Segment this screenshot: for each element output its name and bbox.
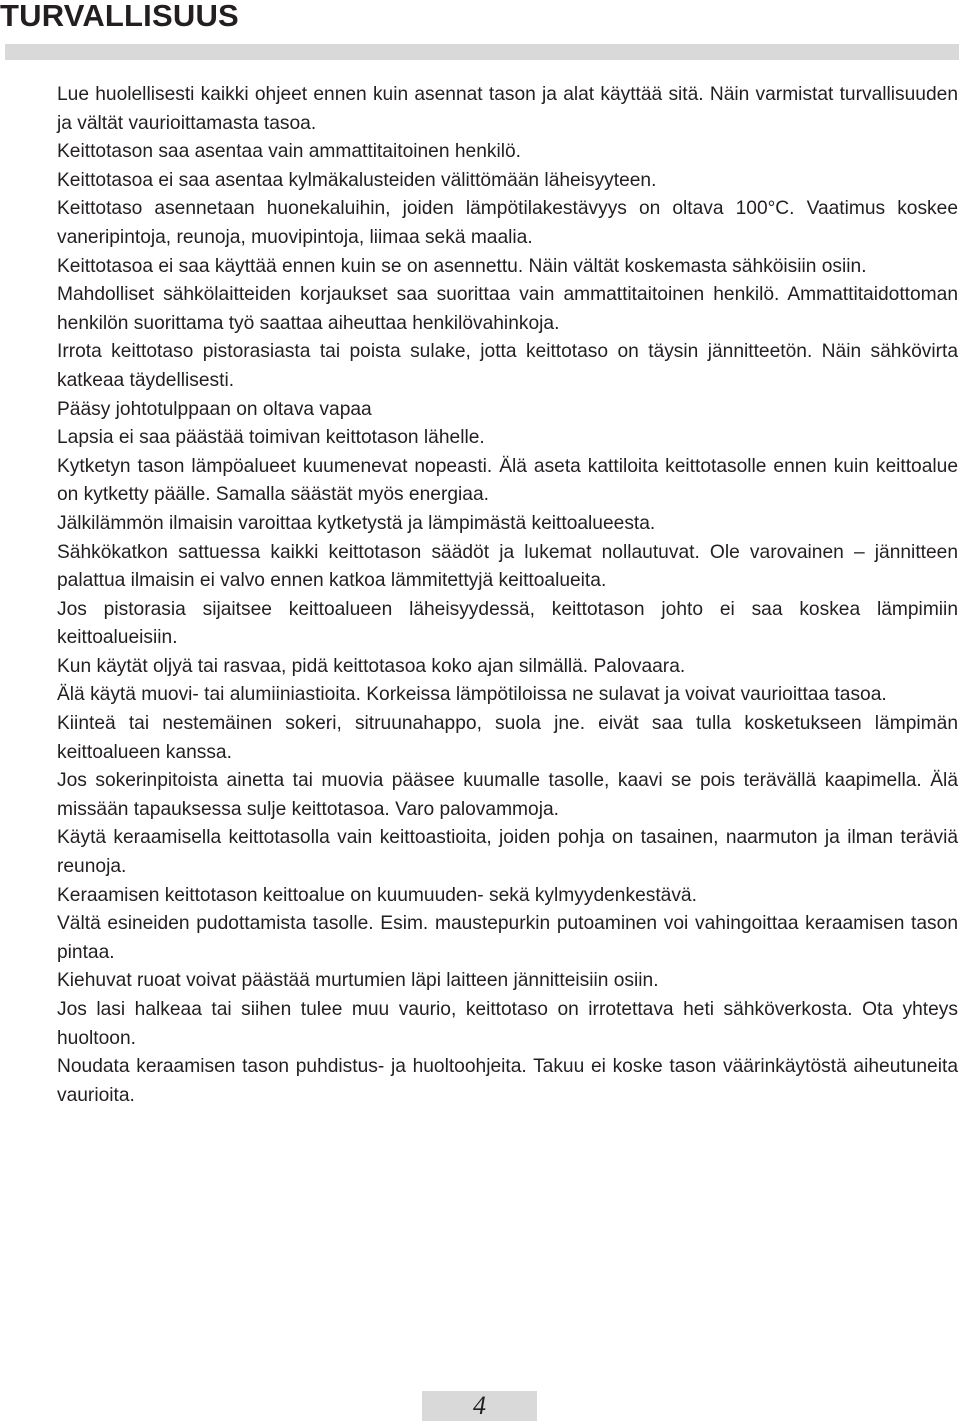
instruction-paragraph: Keittotasoa ei saa asentaa kylmäkalusteiden välittömään läheisyyteen. bbox=[57, 169, 657, 191]
page-number: 4 bbox=[473, 1391, 486, 1420]
instruction-paragraph: Lue huolellisesti kaikki ohjeet ennen kuin asennat tason ja alat käyttää sitä. Näin varmistat turvallisuuden ja vältät vaurioittamasta tasoa. bbox=[57, 84, 958, 134]
instruction-paragraph: Keittotasoa ei saa käyttää ennen kuin se on asennettu. Näin vältät koskemasta sähköisiin osiin. bbox=[57, 255, 867, 277]
instruction-paragraph: Jos lasi halkeaa tai siihen tulee muu vaurio, keittotaso on irrotettava heti sähköverkosta. Ota yhteys huoltoon. bbox=[57, 999, 958, 1049]
page-title: TURVALLISUUS bbox=[0, 0, 239, 33]
instruction-paragraph: Jos pistorasia sijaitsee keittoalueen läheisyydessä, keittotason johto ei saa koskea lämpimiin keittoalueisiin. bbox=[57, 598, 958, 649]
instruction-paragraph: Pääsy johtotulppaan on oltava vapaa bbox=[57, 398, 372, 420]
instruction-paragraph: Keraamisen keittotason keittoalue on kuumuuden- sekä kylmyydenkestävä. bbox=[57, 884, 697, 906]
instruction-paragraph: Kun käytät oljyä tai rasvaa, pidä keittotasoa koko ajan silmällä. Palovaara. bbox=[57, 655, 686, 677]
instruction-paragraph: Irrota keittotaso pistorasiasta tai poista sulake, jotta keittotaso on täysin jännitteetön. Näin sähkövirta katkeaa täydellisesti. bbox=[57, 341, 958, 391]
instruction-paragraph: Kiehuvat ruoat voivat päästää murtumien läpi laitteen jännitteisiin osiin. bbox=[57, 970, 659, 992]
instruction-paragraph: Jos sokerinpitoista ainetta tai muovia pääsee kuumalle tasolle, kaavi se pois terävällä kaapimella. Älä missään tapauksessa sulje keittotasoa. Varo palovammoja. bbox=[57, 770, 958, 820]
instruction-paragraph: Keittotaso asennetaan huonekaluihin, joiden lämpötilakestävyys on oltava 100°C. Vaatimus koskee vaneripintoja, reunoja, muovipintoja, liimaa sekä maalia. bbox=[57, 198, 958, 248]
page-number-box bbox=[422, 1391, 537, 1421]
instruction-paragraph: Käytä keraamisella keittotasolla vain keittoastioita, joiden pohja on tasainen, naarmuton ja ilman teräviä reunoja. bbox=[57, 827, 958, 878]
instruction-paragraph: Vältä esineiden pudottamista tasolle. Esim. maustepurkin putoaminen voi vahingoittaa keraamisen tason pintaa. bbox=[57, 913, 958, 963]
instruction-paragraph: Kytketyn tason lämpöalueet kuumenevat nopeasti. Älä aseta kattiloita keittotasolle ennen kuin keittoalue on kytketty päälle. Samalla säästät myös energiaa. bbox=[57, 455, 958, 506]
title-underline-bar bbox=[5, 44, 959, 60]
safety-instructions bbox=[57, 81, 958, 1110]
instruction-paragraph: Jälkilämmön ilmaisin varoittaa kytketystä ja lämpimästä keittoalueesta. bbox=[57, 512, 656, 534]
instruction-paragraph: Sähkökatkon sattuessa kaikki keittotason säädöt ja lukemat nollautuvat. Ole varovainen – jännitteen palattua ilmaisin ei valvo ennen katkoa lämmitettyjä keittoalueita. bbox=[57, 541, 958, 592]
instruction-paragraph: Lapsia ei saa päästää toimivan keittotason lähelle. bbox=[57, 427, 485, 449]
instruction-paragraph: Kiinteä tai nestemäinen sokeri, sitruunahappo, suola jne. eivät saa tulla kosketukseen lämpimän keittoalueen kanssa. bbox=[57, 713, 958, 763]
instruction-paragraph: Älä käytä muovi- tai alumiiniastioita. Korkeissa lämpötiloissa ne sulavat ja voivat vaurioittaa tasoa. bbox=[57, 684, 887, 706]
instruction-paragraph: Noudata keraamisen tason puhdistus- ja huoltoohjeita. Takuu ei koske tason väärinkäytöstä aiheutuneita vaurioita. bbox=[57, 1056, 958, 1106]
instruction-paragraph: Keittotason saa asentaa vain ammattitaitoinen henkilö. bbox=[57, 141, 521, 163]
instruction-paragraph: Mahdolliset sähkölaitteiden korjaukset saa suorittaa vain ammattitaitoinen henkilö. Ammattitaidottoman henkilön suorittama työ saattaa aiheuttaa henkilövahinkoja. bbox=[57, 284, 958, 334]
